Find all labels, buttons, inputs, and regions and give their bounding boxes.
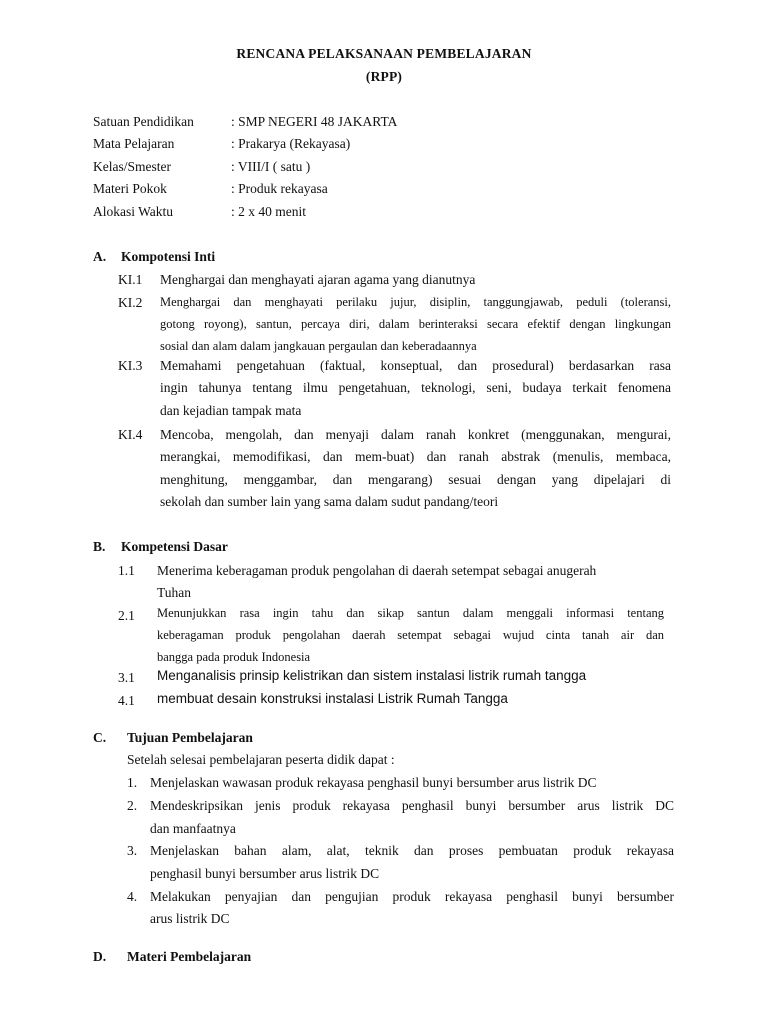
- section-c-intro: Setelah selesai pembelajaran peserta didik dapat :: [127, 752, 395, 767]
- section-b-heading: Kompetensi Dasar: [121, 539, 228, 554]
- ki-text-line: merangkai, memodifikasi, dan mem-buat) dan ranah abstrak (menulis, membaca,: [160, 449, 671, 464]
- tujuan-text-line: penghasil bunyi bersumber arus listrik DC: [150, 866, 380, 881]
- section-b-letter: B.: [93, 539, 106, 554]
- identity-value: : Prakarya (Rekayasa): [231, 136, 351, 151]
- kd-text-line: Menerima keberagaman produk pengolahan di daerah setempat sebagai anugerah: [157, 563, 597, 578]
- section-a-letter: A.: [93, 249, 107, 264]
- tujuan-text-line: Menjelaskan bahan alam, alat, teknik dan proses pembuatan produk rekayasa: [150, 843, 674, 858]
- ki-text-line: Memahami pengetahuan (faktual, konseptual, dan prosedural) berdasarkan rasa: [160, 358, 671, 373]
- kd-text-line: bangga pada produk Indonesia: [157, 650, 311, 664]
- tujuan-text-line: arus listrik DC: [150, 911, 230, 926]
- section-c-letter: C.: [93, 730, 107, 745]
- ki-text-line: menghitung, menggambar, dan mengarang) sesuai dengan yang dipelajari di: [160, 472, 671, 487]
- identity-label: Kelas/Smester: [93, 159, 171, 174]
- kd-text-line: membuat desain konstruksi instalasi Listrik Rumah Tangga: [157, 691, 508, 706]
- ki-text-line: sekolah dan sumber lain yang sama dalam sudut pandang/teori: [160, 494, 499, 509]
- identity-label: Satuan Pendidikan: [93, 114, 194, 129]
- kd-text-line: Tuhan: [157, 585, 192, 600]
- tujuan-number: 1.: [127, 775, 138, 790]
- kd-code: 1.1: [118, 563, 135, 578]
- ki-code: KI.1: [118, 272, 143, 287]
- identity-label: Materi Pokok: [93, 181, 167, 196]
- tujuan-text-line: Melakukan penyajian dan pengujian produk rekayasa penghasil bunyi bersumber: [150, 889, 674, 904]
- section-c-heading: Tujuan Pembelajaran: [127, 730, 253, 745]
- identity-value: : VIII/I ( satu ): [231, 159, 311, 174]
- kd-text-line: keberagaman produk pengolahan daerah setempat sebagai wujud cinta tanah air dan: [157, 628, 664, 642]
- ki-text-line: ingin tahunya tentang ilmu pengetahuan, teknologi, seni, budaya terkait fenomena: [160, 380, 671, 395]
- tujuan-text-line: dan manfaatnya: [150, 821, 236, 836]
- kd-code: 3.1: [118, 670, 135, 685]
- kd-code: 4.1: [118, 693, 135, 708]
- ki-text-line: Menghargai dan menghayati perilaku jujur, disiplin, tanggungjawab, peduli (toleransi,: [160, 295, 671, 309]
- identity-value: : Produk rekayasa: [231, 181, 328, 196]
- identity-label: Mata Pelajaran: [93, 136, 175, 151]
- kd-code: 2.1: [118, 608, 135, 623]
- ki-text-line: Mencoba, mengolah, dan menyaji dalam ranah konkret (menggunakan, mengurai,: [160, 427, 671, 442]
- ki-code: KI.3: [118, 358, 143, 373]
- tujuan-number: 3.: [127, 843, 138, 858]
- ki-code: KI.4: [118, 427, 143, 442]
- document-title: RENCANA PELAKSANAAN PEMBELAJARAN: [236, 46, 532, 61]
- ki-text-line: dan kejadian tampak mata: [160, 403, 302, 418]
- section-a-heading: Kompotensi Inti: [121, 249, 216, 264]
- identity-label: Alokasi Waktu: [93, 204, 174, 219]
- ki-text-line: Menghargai dan menghayati ajaran agama yang dianutnya: [160, 272, 476, 287]
- tujuan-number: 2.: [127, 798, 138, 813]
- identity-value: : SMP NEGERI 48 JAKARTA: [231, 114, 398, 129]
- ki-text-line: gotong royong), santun, percaya diri, dalam berinteraksi secara efektif dengan lingkungan: [160, 317, 671, 331]
- tujuan-text-line: Menjelaskan wawasan produk rekayasa penghasil bunyi bersumber arus listrik DC: [150, 775, 597, 790]
- identity-value: : 2 x 40 menit: [231, 204, 306, 219]
- ki-code: KI.2: [118, 295, 143, 310]
- tujuan-number: 4.: [127, 889, 138, 904]
- kd-text-line: Menunjukkan rasa ingin tahu dan sikap santun dalam menggali informasi tentang: [157, 606, 664, 620]
- ki-text-line: sosial dan alam dalam jangkauan pergaulan dan keberadaannya: [160, 339, 477, 353]
- document-subtitle: (RPP): [365, 69, 403, 84]
- kd-text-line: Menganalisis prinsip kelistrikan dan sistem instalasi listrik rumah tangga: [157, 668, 587, 683]
- section-d-heading: Materi Pembelajaran: [127, 949, 252, 964]
- tujuan-text-line: Mendeskripsikan jenis produk rekayasa penghasil bunyi bersumber arus listrik DC: [150, 798, 674, 813]
- section-d-letter: D.: [93, 949, 107, 964]
